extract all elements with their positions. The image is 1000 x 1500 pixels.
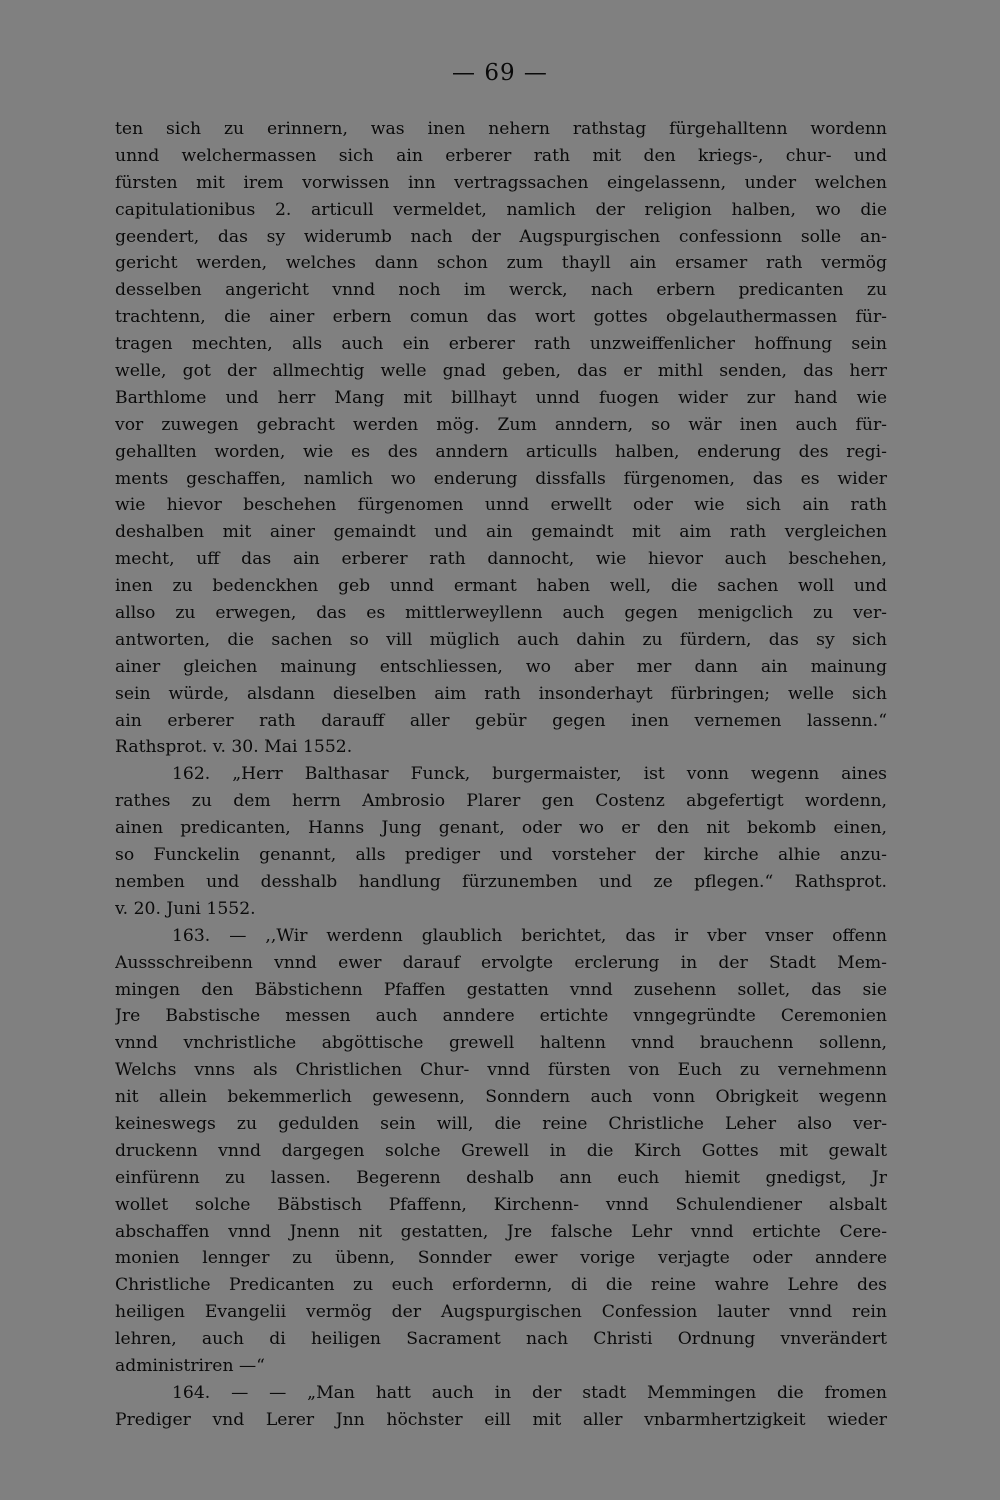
text-line: wie hievor beschehen fürgenomen unnd erwellt oder wie sich ain rath [115,495,887,516]
text-line: trachtenn, die ainer erbern comun das wort gottes obgelauthermassen für- [115,307,887,328]
text-line: geendert, das sy widerumb nach der Augspurgischen confessionn solle an- [115,226,887,247]
text-line: Aussschreibenn vnnd ewer darauf ervolgte erclerung in der Stadt Mem- [115,952,887,973]
page-number: — 69 — [452,60,548,86]
text-line: ain erberer rath darauff aller gebür gegen inen vernemen lassenn.“ [115,710,887,731]
text-line: Christliche Predicanten zu euch erfordernn, di die reine wahre Lehre des [115,1275,887,1296]
text-line: ainer gleichen mainung entschliessen, wo aber mer dann ain mainung [115,656,887,677]
text-line: Prediger vnd Lerer Jnn höchster eill mit aller vnbarmhertzigkeit wieder [115,1409,887,1430]
text-line: gericht werden, welches dann schon zum thayll ain ersamer rath vermög [115,253,887,274]
text-line: so Funckelin genannt, alls prediger und vorsteher der kirche alhie anzu- [115,845,887,866]
text-line: vor zuwegen gebracht werden mög. Zum anndern, so wär inen auch für- [115,414,887,435]
text-line: Welchs vnns als Christlichen Chur- vnnd fürsten von Euch zu vernehmenn [115,1060,887,1081]
text-line: ainen predicanten, Hanns Jung genant, oder wo er den nit bekomb einen, [115,818,887,839]
text-line: vnnd vnchristliche abgöttische grewell haltenn vnnd brauchenn sollenn, [115,1033,887,1054]
text-line: druckenn vnnd dargegen solche Grewell in die Kirch Gottes mit gewalt [115,1140,887,1161]
text-line: rathes zu dem herrn Ambrosio Plarer gen Costenz abgefertigt wordenn, [115,791,887,812]
text-line: lehren, auch di heiligen Sacrament nach Christi Ordnung vnverändert [115,1329,887,1350]
text-line: ten sich zu erinnern, was inen nehern rathstag fürgehalltenn wordenn [115,119,887,139]
text-line: 162. „Herr Balthasar Funck, burgermaister, ist vonn wegenn aines [172,764,887,785]
text-line: 163. — ,,Wir werdenn glaublich berichtet, das ir vber vnser offenn [172,925,887,946]
text-line: 164. — — „Man hatt auch in der stadt Memmingen die fromen [172,1382,887,1403]
text-line: sein würde, alsdann dieselben aim rath insonderhayt fürbringen; welle sich [115,683,887,704]
body-text [115,116,887,1434]
text-line: unnd welchermassen sich ain erberer rath mit den kriegs-, chur- und [115,145,887,166]
text-line: ments geschaffen, namlich wo enderung dissfalls fürgenomen, das es wider [115,468,887,489]
text-line: desselben angericht vnnd noch im werck, nach erbern predicanten zu [115,280,887,301]
text-line: einfürenn zu lassen. Begerenn deshalb ann euch hiemit gnedigst, Jr [115,1167,887,1188]
text-line: Jre Babstische messen auch anndere ertichte vnngegründte Ceremonien [115,1006,887,1027]
text-line: capitulationibus 2. articull vermeldet, namlich der religion halben, wo die [115,199,887,220]
text-line: abschaffen vnnd Jnenn nit gestatten, Jre falsche Lehr vnnd ertichte Cere- [115,1221,887,1242]
text-line: welle, got der allmechtig welle gnad geben, das er mithl senden, das herr [115,361,887,382]
text-line: administriren —“ [115,1355,265,1376]
text-line: tragen mechten, alls auch ein erberer rath unzweiffenlicher hoffnung sein [115,334,887,355]
text-line: inen zu bedenckhen geb unnd ermant haben well, die sachen woll und [115,576,887,597]
text-line: Barthlome und herr Mang mit billhayt unnd fuogen wider zur hand wie [115,387,887,408]
text-line: Rathsprot. v. 30. Mai 1552. [115,737,353,758]
text-line: mecht, uff das ain erberer rath dannocht, wie hievor auch beschehen, [115,549,887,570]
text-line: monien lennger zu übenn, Sonnder ewer vorige verjagte oder anndere [115,1248,887,1269]
text-line: nit allein bekemmerlich gewesenn, Sonndern auch vonn Obrigkeit wegenn [115,1087,887,1108]
text-line: mingen den Bäbstichenn Pfaffen gestatten vnnd zusehenn sollet, das sie [115,979,887,1000]
text-line: antworten, die sachen so vill müglich auch dahin zu fürdern, das sy sich [115,629,887,650]
text-line: keineswegs zu gedulden sein will, die reine Christliche Leher also ver- [115,1113,887,1134]
text-line: gehallten worden, wie es des anndern articulls halben, enderung des regi- [115,441,887,462]
text-line: heiligen Evangelii vermög der Augspurgischen Confession lauter vnnd rein [115,1302,887,1323]
text-line: wollet solche Bäbstisch Pfaffenn, Kirchenn- vnnd Schulendiener alsbalt [115,1194,887,1215]
text-line: allso zu erwegen, das es mittlerweyllenn auch gegen menigclich zu ver- [115,603,887,624]
text-line: deshalben mit ainer gemaindt und ain gemaindt mit aim rath vergleichen [115,522,887,543]
text-line: fürsten mit irem vorwissen inn vertragssachen eingelassenn, under welchen [115,172,887,193]
text-line: v. 20. Juni 1552. [115,898,256,919]
text-line: nemben und desshalb handlung fürzunemben und ze pflegen.“ Rathsprot. [115,871,887,892]
